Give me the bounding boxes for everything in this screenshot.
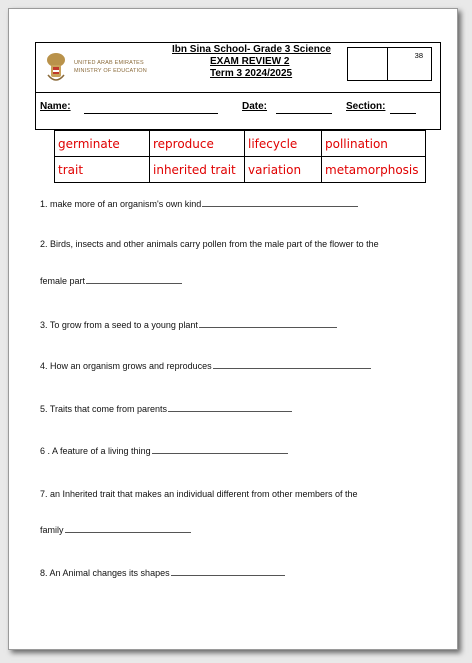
term-label: Term 3 2024/2025 [210,68,293,79]
word-bank-cell: inherited trait [150,157,245,183]
question-2-continued [40,276,182,286]
date-field[interactable] [276,113,332,114]
logo-line-1: UNITED ARAB EMIRATES [74,60,144,66]
answer-blank[interactable] [199,320,337,328]
question-7-continued [40,525,191,535]
answer-blank[interactable] [65,525,191,533]
question-text: 6 . A feature of a living thing [40,446,151,456]
ministry-logo [42,49,152,87]
word-bank-cell: lifecycle [245,131,322,157]
worksheet-page [8,8,458,650]
question-8 [40,568,285,578]
question-2 [40,239,379,249]
name-label: Name: [40,101,71,112]
question-7 [40,489,358,499]
school-title: Ibn Sina School- Grade 3 Science [172,44,331,55]
question-text: 8. An Animal changes its shapes [40,568,170,578]
title-block [166,44,346,80]
question-text: 7. an Inherited trait that makes an individual different from other members of the [40,489,358,499]
ministry-logo-text [74,59,147,75]
worksheet-header [35,42,441,130]
answer-blank[interactable] [152,446,288,454]
uae-emblem-icon [44,51,68,85]
question-6 [40,446,288,456]
score-total: 38 [414,51,423,60]
section-field[interactable] [390,113,416,114]
section-label: Section: [346,101,386,112]
header-divider [36,92,440,93]
name-field[interactable] [84,113,218,114]
word-bank-cell: variation [245,157,322,183]
date-label: Date: [242,101,268,112]
answer-blank[interactable] [213,361,371,369]
question-text: 3. To grow from a seed to a young plant [40,320,198,330]
score-box[interactable] [347,47,432,81]
question-text: family [40,525,64,535]
answer-blank[interactable] [202,199,358,207]
word-bank-cell: pollination [322,131,426,157]
question-text: 1. make more of an organism's own kind [40,199,202,209]
question-3 [40,320,337,330]
word-bank-row [55,131,426,157]
answer-blank[interactable] [86,276,182,284]
logo-line-2: MINISTRY OF EDUCATION [74,68,147,74]
answer-blank[interactable] [168,404,292,412]
answer-blank[interactable] [171,568,285,576]
word-bank-cell: trait [55,157,150,183]
question-text: female part [40,276,86,286]
word-bank-cell: reproduce [150,131,245,157]
question-text: 4. How an organism grows and reproduces [40,361,212,371]
word-bank-table [54,130,426,183]
score-divider [387,48,388,80]
question-text: 2. Birds, insects and other animals carry pollen from the male part of the flower to the [40,239,379,249]
question-4 [40,361,371,371]
question-1 [40,199,358,209]
question-5 [40,404,292,414]
word-bank-cell: germinate [55,131,150,157]
word-bank-row [55,157,426,183]
question-text: 5. Traits that come from parents [40,404,168,414]
exam-title: EXAM REVIEW 2 [210,56,290,67]
student-info-row [40,101,436,115]
word-bank-cell: metamorphosis [322,157,426,183]
